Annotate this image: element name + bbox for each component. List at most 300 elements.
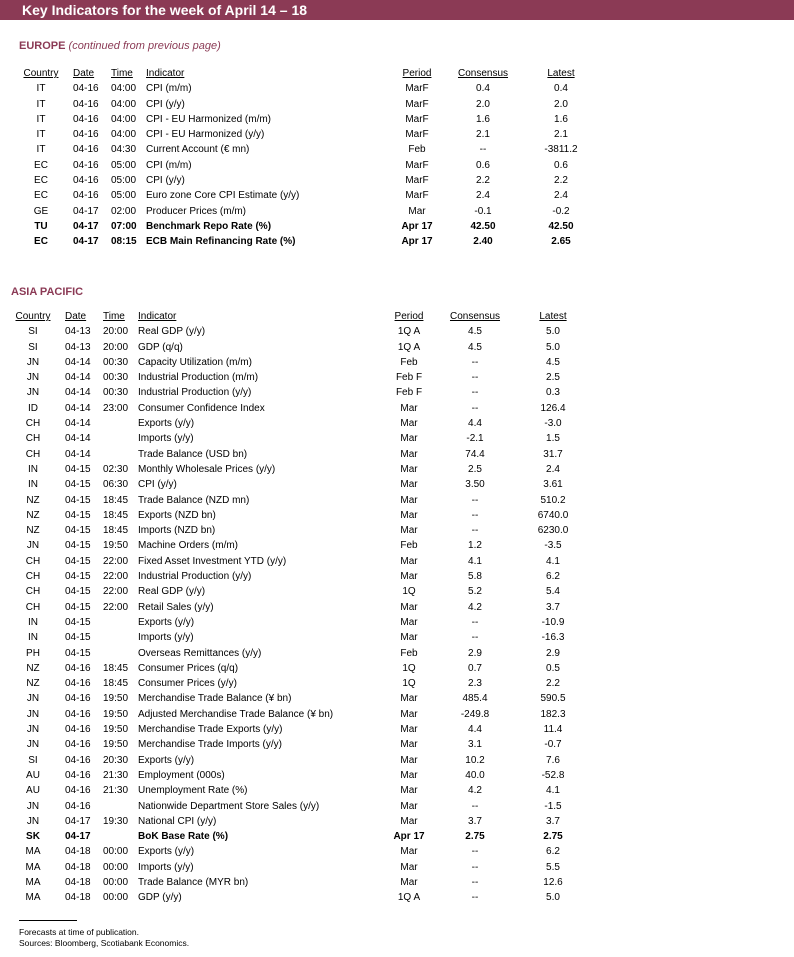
cell-consensus: 0.4 [476,83,490,95]
cell-period: Feb F [395,387,423,399]
footnote-divider [19,920,77,921]
cell-latest: 0.5 [546,662,560,674]
cell-latest: 1.6 [554,113,568,125]
col-country-header: Country [15,311,51,322]
cell-period: Mar [400,724,418,736]
cell-time: 00:00 [103,892,129,904]
cell-time: 00:00 [103,846,129,858]
cell-consensus: 10.2 [465,754,485,766]
cell-indicator: Trade Balance (NZD mn) [138,494,250,506]
cell-period: Feb [400,356,418,368]
cell-country: MA [25,861,41,873]
cell-date: 04-18 [65,892,91,904]
cell-latest: -0.7 [544,739,562,751]
cell-indicator: Merchandise Trade Exports (y/y) [138,724,283,736]
cell-date: 04-14 [65,372,91,384]
cell-period: Mar [400,876,418,888]
cell-consensus: 74.4 [465,448,485,460]
table-row [11,737,591,752]
cell-indicator: Benchmark Repo Rate (%) [146,220,272,232]
cell-country: EC [34,236,48,248]
cell-period: Mar [400,800,418,812]
cell-time: 18:45 [103,509,129,521]
table-row [11,615,591,630]
cell-consensus: 0.7 [468,662,482,674]
cell-country: MA [25,892,41,904]
cell-country: CH [25,601,41,613]
cell-time: 00:30 [103,356,129,368]
cell-period: Mar [400,708,418,720]
cell-consensus: 5.8 [468,571,482,583]
table-row [11,753,591,768]
cell-date: 04-16 [65,739,91,751]
table-row [11,814,591,829]
cell-time: 19:50 [103,739,129,751]
table-row [11,799,591,814]
cell-country: IT [36,98,46,110]
cell-period: Mar [400,815,418,827]
cell-time: 02:00 [111,205,137,217]
cell-latest: 4.5 [546,356,560,368]
cell-time: 21:30 [103,785,129,797]
cell-date: 04-15 [65,571,91,583]
cell-indicator: GDP (q/q) [138,341,183,353]
cell-country: JN [26,387,40,399]
cell-time: 04:00 [111,113,137,125]
cell-date: 04-13 [65,326,91,338]
table-row [19,219,599,234]
cell-date: 04-16 [65,785,91,797]
cell-consensus: 0.6 [476,159,490,171]
cell-consensus: 1.6 [476,113,490,125]
cell-country: CH [25,555,41,567]
cell-date: 04-16 [73,144,99,156]
cell-latest: 6.2 [546,571,560,583]
cell-period: Feb [400,540,418,552]
table-row [11,676,591,691]
cell-time: 18:45 [103,525,129,537]
cell-country: CH [25,586,41,598]
cell-country: JN [26,800,40,812]
cell-date: 04-16 [73,159,99,171]
col-country-header: Country [23,68,59,79]
col-consensus-header: Consensus [449,311,501,322]
cell-country: SI [28,341,38,353]
cell-indicator: Industrial Production (y/y) [138,571,252,583]
cell-date: 04-16 [65,754,91,766]
cell-latest: 4.1 [546,785,560,797]
cell-indicator: BoK Base Rate (%) [138,831,229,843]
cell-date: 04-17 [73,205,99,217]
cell-date: 04-16 [65,724,91,736]
cell-period: Mar [400,448,418,460]
cell-latest: 3.7 [546,815,560,827]
cell-indicator: GDP (y/y) [138,892,182,904]
cell-latest: 2.2 [546,678,560,690]
cell-date: 04-14 [65,448,91,460]
cell-consensus: -249.8 [460,708,490,720]
table-row [11,324,591,339]
cell-date: 04-14 [65,418,91,430]
table-row [11,783,591,798]
cell-country: AU [26,769,40,781]
table-row [11,661,591,676]
cell-time: 18:45 [103,662,129,674]
cell-time: 19:30 [103,815,129,827]
cell-country: SI [28,326,38,338]
cell-country: NZ [26,662,40,674]
cell-date: 04-16 [65,678,91,690]
cell-country: MA [25,846,41,858]
cell-indicator: Imports (NZD bn) [138,525,216,537]
cell-latest: 0.6 [554,159,568,171]
cell-consensus: 1.2 [468,540,482,552]
cell-consensus: -- [471,372,479,384]
cell-indicator: Overseas Remittances (y/y) [138,647,262,659]
europe-continued-note: (continued from previous page) [68,40,221,52]
col-time-header: Time [111,68,133,79]
cell-indicator: CPI (m/m) [146,83,192,95]
cell-latest: -1.5 [544,800,562,812]
cell-country: JN [26,540,40,552]
table-row [19,112,599,127]
table-row [11,707,591,722]
cell-consensus: -- [471,402,479,414]
table-row [11,523,591,538]
cell-latest: 2.2 [554,175,568,187]
cell-consensus: 5.2 [468,586,482,598]
cell-period: MarF [405,159,429,171]
cell-period: Mar [400,739,418,751]
cell-indicator: Exports (y/y) [138,846,195,858]
cell-latest: 126.4 [540,402,566,414]
cell-period: Mar [400,769,418,781]
table-row [11,691,591,706]
cell-period: Mar [400,861,418,873]
cell-country: NZ [26,494,40,506]
cell-country: NZ [26,678,40,690]
cell-consensus: 4.2 [468,601,482,613]
cell-date: 04-17 [65,815,91,827]
cell-consensus: 2.40 [473,236,493,248]
cell-time: 04:30 [111,144,137,156]
cell-indicator: Fixed Asset Investment YTD (y/y) [138,555,287,567]
cell-indicator: CPI (m/m) [146,159,192,171]
cell-consensus: 4.4 [468,724,482,736]
cell-indicator: Industrial Production (m/m) [138,372,259,384]
table-row [11,646,591,661]
cell-consensus: 2.3 [468,678,482,690]
cell-period: MarF [405,113,429,125]
cell-country: CH [25,571,41,583]
cell-consensus: -- [471,525,479,537]
cell-period: 1Q [402,678,416,690]
table-row [11,600,591,615]
cell-date: 04-14 [65,356,91,368]
cell-period: Mar [400,433,418,445]
cell-indicator: Imports (y/y) [138,433,194,445]
cell-time: 00:00 [103,876,129,888]
cell-indicator: Merchandise Trade Balance (¥ bn) [138,693,292,705]
cell-date: 04-15 [65,463,91,475]
cell-date: 04-17 [73,236,99,248]
cell-country: ID [28,402,38,414]
cell-period: Mar [400,693,418,705]
cell-country: JN [26,708,40,720]
cell-country: JN [26,724,40,736]
cell-latest: 2.75 [543,831,563,843]
cell-consensus: 2.2 [476,175,490,187]
cell-indicator: Exports (y/y) [138,418,195,430]
cell-country: NZ [26,525,40,537]
footnote-forecasts: Forecasts at time of publication. [19,927,140,937]
asia-title: ASIA PACIFIC [11,286,84,298]
cell-date: 04-15 [65,632,91,644]
table-row [11,477,591,492]
cell-consensus: 42.50 [470,220,496,232]
table-row [19,142,599,157]
cell-period: Mar [400,754,418,766]
table-row [11,508,591,523]
cell-latest: 5.0 [546,341,560,353]
cell-indicator: Imports (y/y) [138,632,194,644]
cell-period: 1Q A [397,326,421,338]
cell-country: JN [26,739,40,751]
cell-consensus: -- [471,356,479,368]
cell-latest: 12.6 [543,876,563,888]
cell-consensus: 4.2 [468,785,482,797]
cell-latest: 2.1 [554,129,568,141]
cell-country: IT [36,129,46,141]
table-row [11,340,591,355]
cell-latest: 31.7 [543,448,563,460]
cell-date: 04-15 [65,540,91,552]
cell-indicator: Exports (y/y) [138,754,195,766]
cell-time: 00:30 [103,372,129,384]
cell-date: 04-16 [73,175,99,187]
cell-indicator: Retail Sales (y/y) [138,601,214,613]
cell-latest: -3.0 [544,418,562,430]
cell-time: 19:50 [103,708,129,720]
table-row [11,431,591,446]
cell-date: 04-16 [73,83,99,95]
cell-time: 05:00 [111,190,137,202]
cell-time: 20:30 [103,754,129,766]
cell-period: Mar [400,555,418,567]
cell-period: Mar [400,418,418,430]
cell-date: 04-16 [65,800,91,812]
cell-date: 04-16 [73,190,99,202]
cell-date: 04-16 [73,98,99,110]
cell-country: SI [28,754,38,766]
col-date-header: Date [73,68,95,79]
cell-indicator: Exports (y/y) [138,616,195,628]
cell-indicator: Consumer Prices (q/q) [138,662,239,674]
cell-period: MarF [405,175,429,187]
cell-date: 04-16 [65,662,91,674]
cell-consensus: -- [471,861,479,873]
cell-consensus: 3.1 [468,739,482,751]
table-row [11,768,591,783]
cell-date: 04-15 [65,601,91,613]
cell-latest: 5.0 [546,892,560,904]
table-row [11,875,591,890]
table-row [11,860,591,875]
cell-consensus: 2.9 [468,647,482,659]
cell-date: 04-15 [65,479,91,491]
cell-period: MarF [405,83,429,95]
cell-consensus: -- [471,846,479,858]
cell-period: Mar [400,479,418,491]
cell-country: IN [28,616,38,628]
cell-period: Mar [400,402,418,414]
col-indicator-header: Indicator [146,68,185,79]
asia-section-title [11,286,83,298]
cell-date: 04-15 [65,509,91,521]
cell-latest: -52.8 [541,769,565,781]
table-row [19,127,599,142]
cell-country: AU [26,785,40,797]
cell-latest: 510.2 [540,494,566,506]
table-row [11,630,591,645]
cell-indicator: CPI - EU Harmonized (m/m) [146,113,272,125]
cell-latest: -10.9 [541,616,565,628]
table-row [11,554,591,569]
col-consensus-header: Consensus [457,68,509,79]
cell-country: IN [28,632,38,644]
cell-country: JN [26,372,40,384]
footnotes [19,927,189,949]
cell-period: Mar [400,525,418,537]
cell-country: IT [36,144,46,156]
cell-country: SK [26,831,40,843]
cell-time: 22:00 [103,571,129,583]
cell-latest: 590.5 [540,693,566,705]
cell-consensus: -- [471,616,479,628]
cell-latest: 6230.0 [537,525,569,537]
cell-latest: 5.0 [546,326,560,338]
cell-consensus: 2.4 [476,190,490,202]
cell-time: 22:00 [103,586,129,598]
cell-country: IN [28,479,38,491]
table-row [11,416,591,431]
cell-time: 19:50 [103,540,129,552]
cell-period: Mar [400,463,418,475]
cell-indicator: Merchandise Trade Imports (y/y) [138,739,282,751]
cell-time: 07:00 [111,220,137,232]
cell-period: Apr 17 [401,220,433,232]
cell-latest: 0.4 [554,83,568,95]
cell-period: 1Q A [397,341,421,353]
europe-title: EUROPE [19,40,66,52]
cell-consensus: -- [471,876,479,888]
cell-country: GE [33,205,49,217]
cell-indicator: Producer Prices (m/m) [146,205,247,217]
cell-latest: 3.7 [546,601,560,613]
cell-period: 1Q [402,662,416,674]
cell-consensus: 4.5 [468,326,482,338]
table-row [11,538,591,553]
cell-latest: 182.3 [540,708,566,720]
cell-country: JN [26,693,40,705]
cell-indicator: Industrial Production (y/y) [138,387,252,399]
cell-country: NZ [26,509,40,521]
cell-latest: 5.5 [546,861,560,873]
cell-date: 04-18 [65,876,91,888]
table-row [11,829,591,844]
cell-period: Mar [400,785,418,797]
cell-country: EC [34,175,48,187]
cell-date: 04-15 [65,525,91,537]
table-row [11,890,591,905]
cell-consensus: -2.1 [466,433,484,445]
cell-date: 04-14 [65,433,91,445]
cell-latest: 11.4 [543,724,563,736]
table-row [19,188,599,203]
cell-consensus: 2.0 [476,98,490,110]
cell-time: 06:30 [103,479,129,491]
table-row [11,385,591,400]
cell-country: EC [34,159,48,171]
cell-consensus: -- [471,387,479,399]
cell-country: IN [28,463,38,475]
cell-latest: 2.0 [554,98,568,110]
cell-consensus: 2.75 [465,831,485,843]
cell-consensus: 2.5 [468,463,482,475]
cell-country: MA [25,876,41,888]
cell-date: 04-16 [65,693,91,705]
table-row [11,447,591,462]
cell-period: Mar [400,494,418,506]
table-row [11,370,591,385]
table-row [11,493,591,508]
cell-indicator: Exports (NZD bn) [138,509,216,521]
col-indicator-header: Indicator [138,311,177,322]
europe-table-body [19,81,599,249]
table-row [11,569,591,584]
cell-consensus: 2.1 [476,129,490,141]
page-title-banner [0,0,794,20]
cell-date: 04-15 [65,494,91,506]
table-row [11,722,591,737]
cell-indicator: ECB Main Refinancing Rate (%) [146,236,296,248]
cell-indicator: CPI (y/y) [146,175,185,187]
cell-country: IT [36,113,46,125]
cell-indicator: National CPI (y/y) [138,815,217,827]
cell-date: 04-15 [65,647,91,659]
cell-indicator: Capacity Utilization (m/m) [138,356,252,368]
cell-latest: 3.61 [543,479,563,491]
cell-indicator: Consumer Prices (y/y) [138,678,237,690]
cell-date: 04-14 [65,402,91,414]
table-row [11,844,591,859]
cell-date: 04-17 [65,831,91,843]
cell-period: MarF [405,98,429,110]
cell-latest: 2.9 [546,647,560,659]
cell-time: 23:00 [103,402,129,414]
asia-table [11,309,591,906]
footnote-sources: Sources: Bloomberg, Scotiabank Economics. [19,938,190,948]
cell-indicator: Current Account (€ mn) [146,144,250,156]
cell-period: MarF [405,129,429,141]
cell-date: 04-15 [65,616,91,628]
cell-consensus: 40.0 [465,769,485,781]
cell-date: 04-16 [73,113,99,125]
cell-consensus: 3.50 [465,479,485,491]
cell-period: 1Q A [397,892,421,904]
cell-latest: -16.3 [541,632,565,644]
cell-latest: -3.5 [544,540,562,552]
